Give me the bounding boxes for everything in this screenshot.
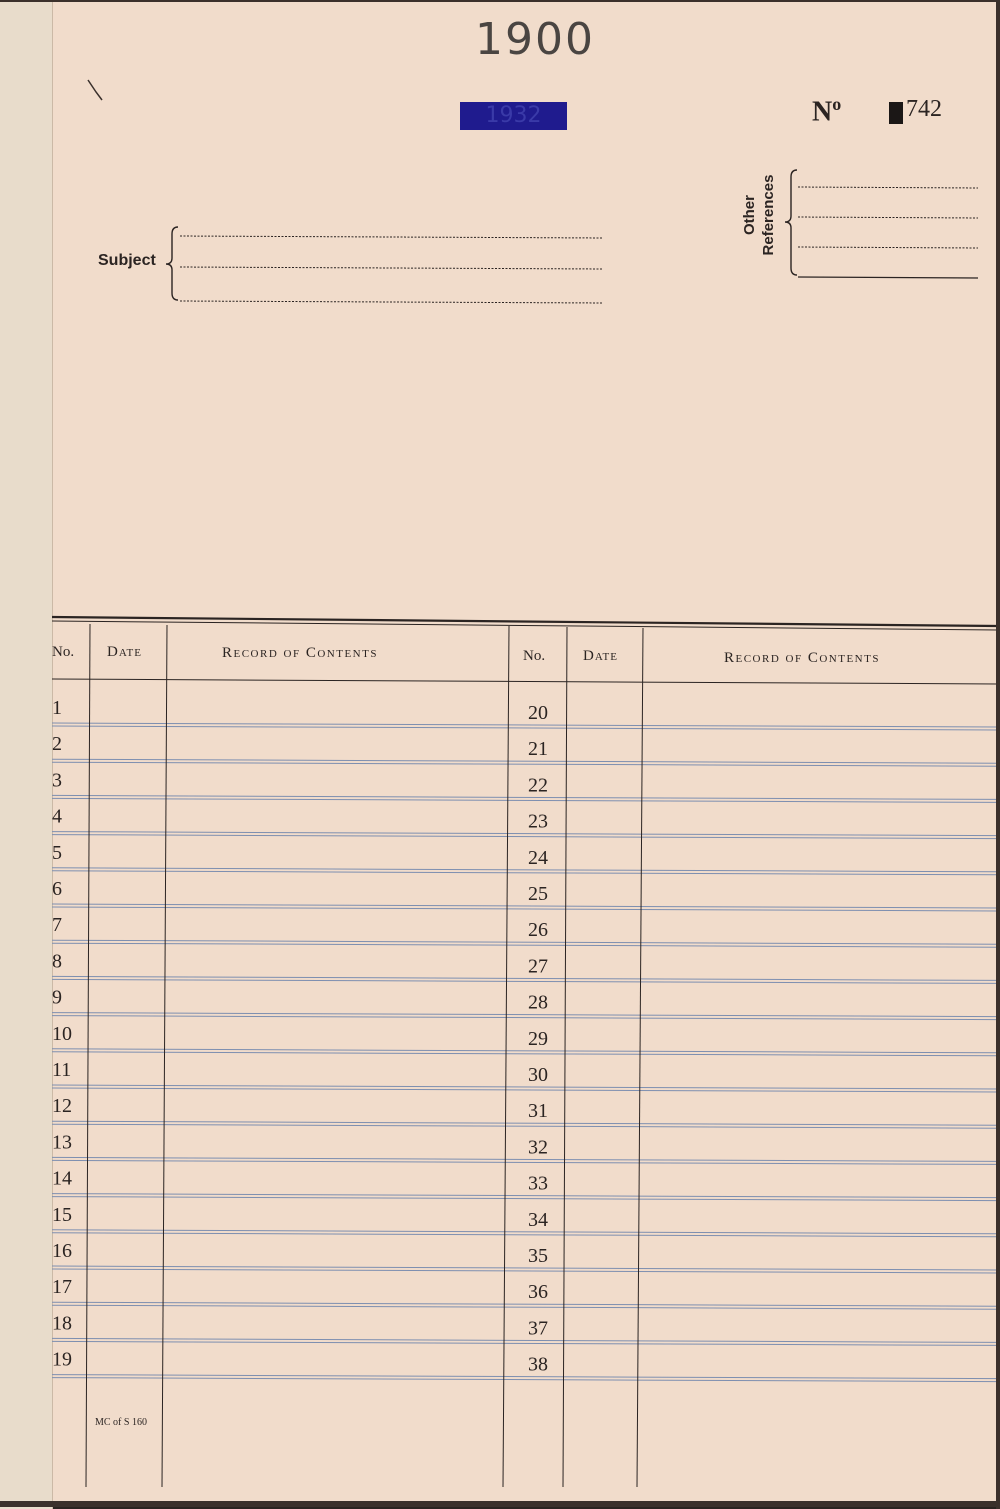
column-divider (86, 624, 90, 1487)
pen-mark (88, 80, 102, 100)
row-number-right: 31 (528, 1100, 548, 1123)
header-record-left: Record of Contents (222, 645, 378, 661)
header-date-right: Date (583, 648, 618, 664)
other-reference-line[interactable] (798, 187, 978, 188)
other-reference-line[interactable] (798, 247, 978, 248)
other-reference-line[interactable] (798, 277, 978, 278)
row-number-left: 11 (52, 1059, 72, 1081)
row-number-right: 37 (528, 1317, 548, 1340)
row-number-right: 25 (528, 883, 548, 905)
row-number-right: 21 (528, 738, 548, 761)
sheet-edge (996, 2, 1000, 1509)
row-number-right: 28 (528, 991, 548, 1014)
row-number-right: 22 (528, 774, 548, 797)
row-number-right: 35 (528, 1245, 548, 1267)
row-rules (52, 723, 998, 1382)
row-number-left: 12 (52, 1095, 72, 1118)
header-no-left: No. (52, 644, 75, 660)
column-divider (162, 625, 167, 1487)
form-code: MC of S 160 (95, 1417, 147, 1428)
row-number-left: 8 (52, 950, 62, 973)
row-number-right: 24 (528, 846, 548, 869)
sheet-edge (0, 1501, 1000, 1507)
row-number-left: 6 (52, 878, 62, 900)
header-rule (52, 679, 998, 684)
row-number-left: 1 (52, 697, 62, 719)
other-references-brace (785, 170, 797, 275)
row-number-right: 32 (528, 1136, 548, 1159)
row-number-left: 18 (52, 1312, 72, 1335)
row-number-left: 15 (52, 1203, 72, 1226)
row-number-right: 29 (528, 1027, 548, 1050)
row-number-right: 27 (528, 955, 548, 978)
row-number-left: 13 (52, 1131, 72, 1154)
row-number-right: 26 (528, 919, 548, 942)
year-stamp: 1900 (475, 14, 595, 65)
row-number-right: 20 (528, 702, 548, 724)
column-divider (637, 628, 643, 1487)
row-number-left: 7 (52, 914, 62, 937)
subject-label: Subject (98, 252, 156, 269)
row-number-right: 36 (528, 1281, 548, 1304)
right-row-numbers (528, 702, 548, 1376)
header-no-right: No. (523, 648, 546, 664)
row-number-left: 3 (52, 769, 62, 792)
row-number-right: 38 (528, 1353, 548, 1376)
row-number-left: 14 (52, 1167, 72, 1190)
column-divider (503, 626, 509, 1487)
subject-line[interactable] (180, 267, 603, 269)
row-number-left: 4 (52, 805, 62, 828)
row-number-left: 16 (52, 1240, 72, 1262)
row-number-left: 9 (52, 986, 62, 1009)
row-number-right: 33 (528, 1172, 548, 1195)
redacted-year: 1932 (460, 102, 567, 130)
form-rules (0, 2, 1000, 1509)
row-number-left: 5 (52, 841, 62, 864)
row-number-left: 17 (52, 1276, 72, 1299)
header-record-right: Record of Contents (724, 650, 880, 666)
file-number: 742 (906, 96, 942, 122)
other-reference-line[interactable] (798, 217, 978, 218)
row-number-left: 19 (52, 1348, 72, 1371)
file-number-label: $N^o$ (812, 94, 842, 128)
row-number-left: 10 (52, 1022, 72, 1045)
subject-line[interactable] (180, 301, 603, 303)
row-number-right: 23 (528, 810, 548, 833)
header-date-left: Date (107, 644, 142, 660)
column-divider (563, 627, 567, 1487)
subject-brace (166, 227, 178, 300)
other-references-label: Other References (741, 174, 777, 256)
subject-line[interactable] (180, 236, 603, 238)
row-number-right: 30 (528, 1064, 548, 1086)
table-top-rule (52, 617, 998, 626)
row-number-right: 34 (528, 1208, 548, 1231)
row-number-left: 2 (52, 733, 62, 756)
